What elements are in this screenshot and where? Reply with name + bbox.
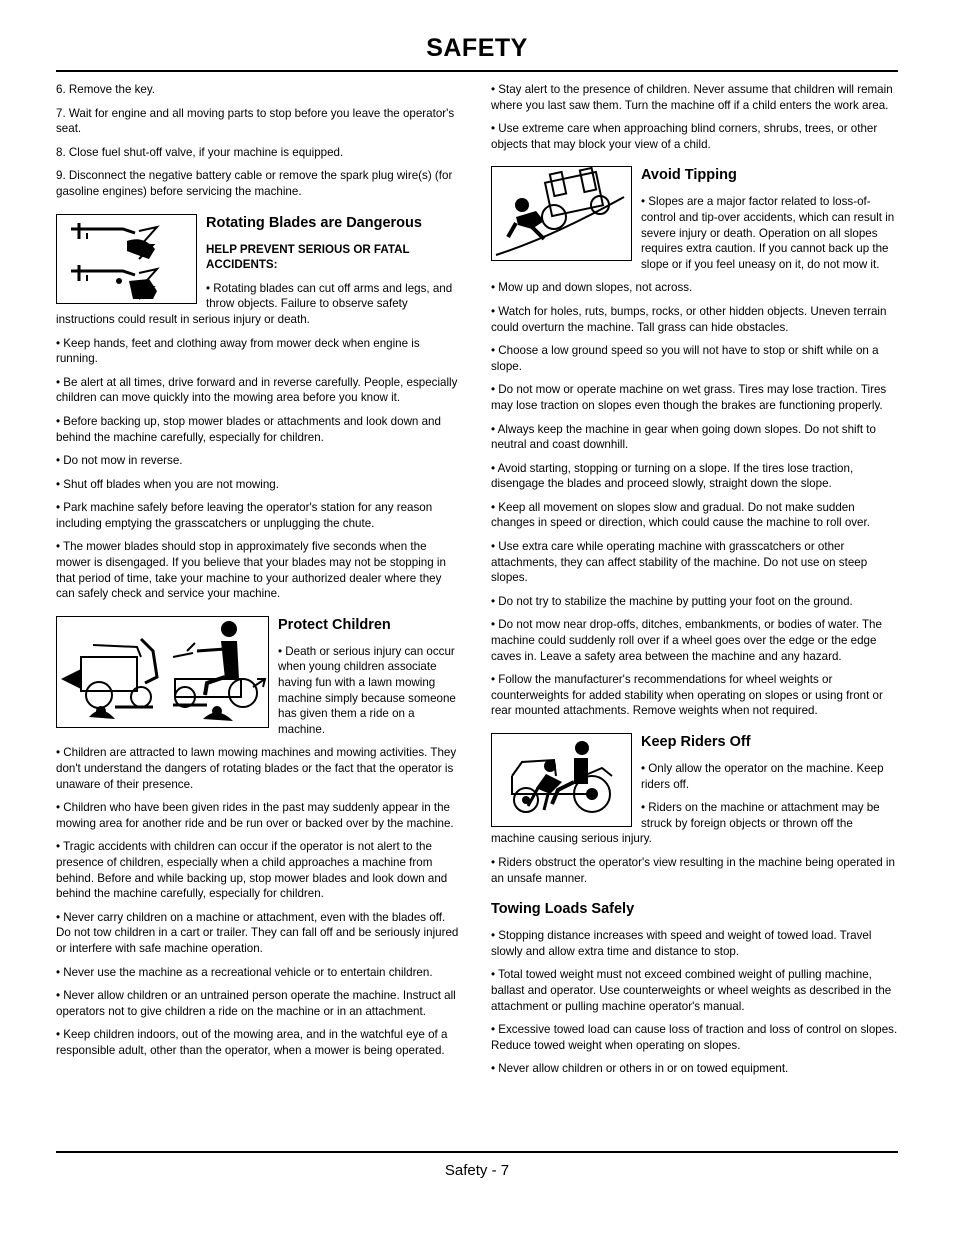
list-item: • Watch for holes, ruts, bumps, rocks, or other hidden objects. Uneven terrain could overturn the machine. Tall grass can hide obstacles. xyxy=(491,304,887,334)
right-column xyxy=(491,82,898,1085)
list-item: • Total towed weight must not exceed combined weight of pulling machine, ballast and operator. Use counterweights or wheel weights as described in the attachment or pulling machine operator's manual. xyxy=(491,968,892,1013)
page-title: SAFETY xyxy=(426,34,528,62)
list-item: • Riders on the machine or attachment may be struck by foreign objects or thrown off the machine causing serious injury. xyxy=(491,801,880,846)
top-divider xyxy=(56,70,898,72)
riders-title: Keep Riders Off xyxy=(641,734,751,750)
step-7: 7. Wait for engine and all moving parts to stop before you leave the operator's seat. xyxy=(56,106,455,136)
avoid-tipping-icon xyxy=(491,166,632,261)
children-section xyxy=(56,616,461,746)
step-8: 8. Close fuel shut-off valve, if your machine is equipped. xyxy=(56,145,344,159)
list-item: • Death or serious injury can occur when young children associate having fun with a lawn mowing machine simply because someone has given them a ride on a machine. xyxy=(278,644,456,736)
list-item: • Only allow the operator on the machine. Keep riders off. xyxy=(641,762,884,791)
blades-section xyxy=(56,214,461,336)
list-item: • Never carry children on a machine or attachment, even with the blades off. Do not tow children in a cart or trailer. They can fall off and be seriously injured or interfere with safe machine operation. xyxy=(56,910,459,955)
list-item: • Rotating blades can cut off arms and legs, and throw objects. Failure to observe safety instructions could result in serious injury or death. xyxy=(56,281,453,326)
list-item: • Tragic accidents with children can occur if the operator is not alert to the presence of children, especially when a child approaches a machine from behind. Before and while backing up, stop mower blades and look down and behind the machine carefully, especially for children. xyxy=(56,840,448,901)
list-item: • Avoid starting, stopping or turning on a slope. If the tires lose traction, disengage the blades and proceed slowly, straight down the slope. xyxy=(491,461,854,491)
step-6: 6. Remove the key. xyxy=(56,83,156,96)
list-item: • Never allow children or others in or on towed equipment. xyxy=(491,1062,789,1076)
list-item: • Choose a low ground speed so you will not have to stop or shift while on a slope. xyxy=(491,344,879,373)
list-item: • Do not mow near drop-offs, ditches, embankments, or bodies of water. The machine could suddenly roll over if a wheel goes over the edge or the edge caves in. Leave a safety area between the machine and any hazard. xyxy=(491,618,882,663)
list-item: • Do not mow or operate machine on wet grass. Tires may lose traction. Tires may lose traction on slopes even though the brakes are functioning properly. xyxy=(491,383,887,412)
blades-title: Rotating Blades are Dangerous xyxy=(206,214,422,231)
list-item: • Keep hands, feet and clothing away from mower deck when engine is running. xyxy=(56,336,420,366)
list-item: • Slopes are a major factor related to loss-of-control and tip-over accidents, which can result in severe injury or death. Operation on all slopes requires extra caution. If you cannot back up the slope or if you feel uneasy on it, do not mow it. xyxy=(641,195,895,271)
step-9: 9. Disconnect the negative battery cable or remove the spark plug wire(s) (for gasoline engines) before servicing the machine. xyxy=(56,169,453,198)
list-item: • Use extra care while operating machine with grasscatchers or other attachments, they can affect stability of the machine. Do not use on steep slopes. xyxy=(491,540,868,585)
list-item: • Follow the manufacturer's recommendations for wheel weights or counterweights for added stability when operating on slopes or using front or rear mounted attachments. Remove weights when not required. xyxy=(491,673,883,718)
list-item: • Be alert at all times, drive forward and in reverse carefully. People, especially children can move quickly into the mowing area before you know it. xyxy=(56,375,458,405)
protect-children-icon xyxy=(56,616,269,728)
list-item: • Mow up and down slopes, not across. xyxy=(491,281,693,295)
list-item: • The mower blades should stop in approximately five seconds when the mower is disengaged. If you believe that your blades may not be stopping in that period of time, take your machine to your authorized dealer where they can safely check and service your machine. xyxy=(56,540,446,601)
rotating-blades-icon xyxy=(56,214,197,304)
list-item: • Stay alert to the presence of children. Never assume that children will remain where you last saw them. Turn the machine off if a child enters the work area. xyxy=(491,83,893,112)
towing-title: Towing Loads Safely xyxy=(491,901,635,918)
list-item: • Park machine safely before leaving the operator's station for any reason including emptying the grasscatchers or unplugging the chute. xyxy=(56,501,433,530)
list-item: • Keep children indoors, out of the mowing area, and in the watchful eye of a responsible adult, other than the operator, when a mower is being operated. xyxy=(56,1028,448,1057)
bottom-divider xyxy=(56,1151,898,1153)
page-footer: Safety - 7 xyxy=(444,1162,510,1179)
list-item: • Do not try to stabilize the machine by putting your foot on the ground. xyxy=(491,594,853,608)
blades-warning: HELP PREVENT SERIOUS OR FATAL ACCIDENTS: xyxy=(206,242,410,272)
list-item: • Stopping distance increases with speed and weight of towed load. Travel slowly and allow extra time and distance to stop. xyxy=(491,929,872,958)
list-item: • Keep all movement on slopes slow and gradual. Do not make sudden changes in speed or direction, which could cause the machine to roll over. xyxy=(491,500,870,530)
list-item: • Never allow children or an untrained person operate the machine. Instruct all operators not to give children a ride on the machine or in an attachment. xyxy=(56,989,456,1018)
list-item: • Children are attracted to lawn mowing machines and mowing activities. They don't understand the dangers of rotating blades or the fact that the operator is unaware of their presence. xyxy=(56,746,457,791)
list-item: • Do not mow in reverse. xyxy=(56,454,183,468)
list-item: • Children who have been given rides in the past may suddenly appear in the mowing area for another ride and be run over or backed over by the machine. xyxy=(56,801,454,830)
children-title: Protect Children xyxy=(278,616,391,633)
list-item: • Use extreme care when approaching blind corners, shrubs, trees, or other objects that may block your view of a child. xyxy=(491,122,878,151)
tipping-title: Avoid Tipping xyxy=(641,167,737,184)
keep-riders-off-icon xyxy=(491,733,632,827)
riders-section xyxy=(491,733,898,855)
list-item: • Riders obstruct the operator's view resulting in the machine being operated in an unsafe manner. xyxy=(491,855,895,885)
left-column xyxy=(56,82,461,1067)
list-item: • Excessive towed load can cause loss of traction and loss of control on slopes. Reduce towed weight when operating on slopes. xyxy=(491,1023,898,1052)
tipping-section xyxy=(491,166,898,280)
list-item: • Shut off blades when you are not mowing. xyxy=(56,477,279,491)
list-item: • Before backing up, stop mower blades or attachments and look down and behind the machine carefully, especially for children. xyxy=(56,414,441,444)
list-item: • Always keep the machine in gear when going down slopes. Do not shift to neutral and coast downhill. xyxy=(491,422,876,452)
list-item: • Never use the machine as a recreational vehicle or to entertain children. xyxy=(56,965,433,979)
